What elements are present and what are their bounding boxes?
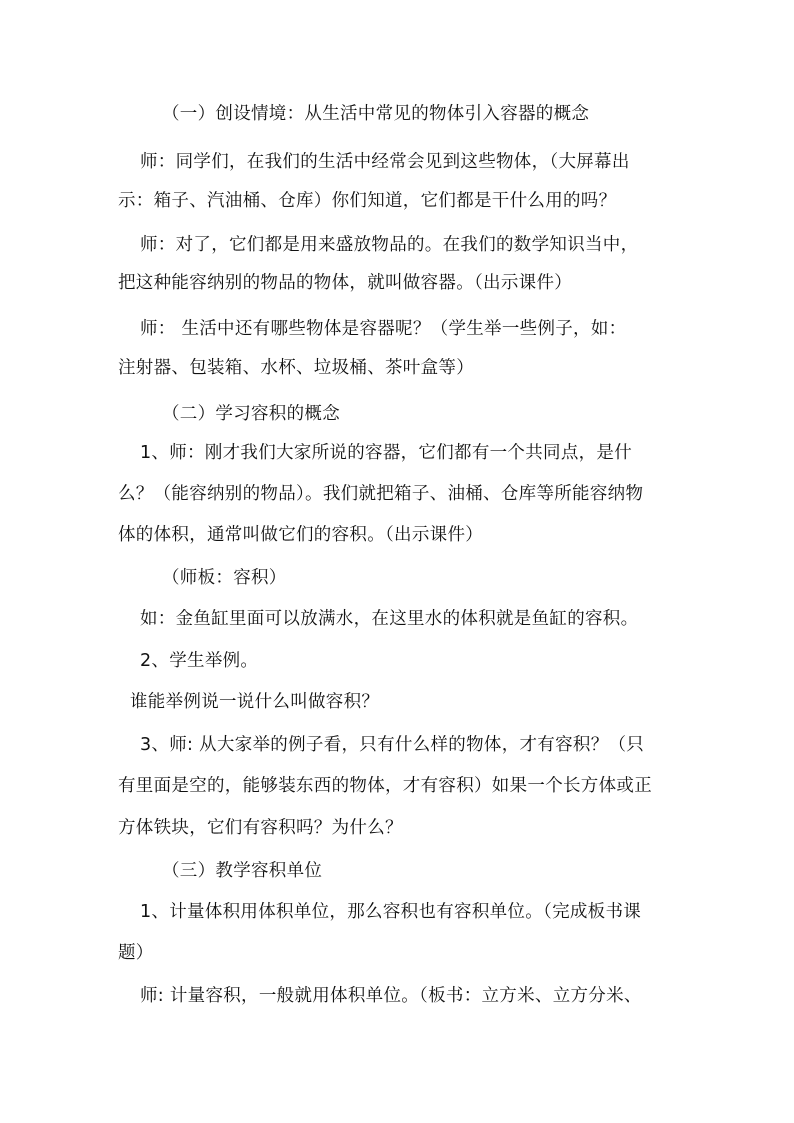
section-heading-3: （三）教学容积单位 (162, 861, 323, 881)
paragraph-line: 师: 计量容积，一般就用体积单位。（板书：立方米、立方分米、 (140, 986, 642, 1006)
paragraph-line: 有里面是空的，能够装东西的物体，才有容积）如果一个长方体或正 (118, 776, 652, 796)
section-heading-2: （二）学习容积的概念 (162, 404, 340, 424)
paragraph-line: 示：箱子、汽油桶、仓库）你们知道，它们都是干什么用的吗？ (118, 191, 617, 211)
paragraph-line: 体的体积，通常叫做它们的容积。（出示课件） (118, 525, 484, 545)
paragraph-line: 把这种能容纳别的物品的物体，就叫做容器。（出示课件） (118, 273, 573, 293)
paragraph-line: 师：对了，它们都是用来盛放物品的。在我们的数学知识当中， (140, 235, 639, 255)
paragraph-line: 3、师: 从大家举的例子看，只有什么样的物体，才有容积？（只 (140, 735, 645, 755)
paragraph-line: 谁能举例说一说什么叫做容积？ (130, 692, 380, 712)
paragraph-line: 注射器、包装箱、水杯、垃圾桶、茶叶盒等） (118, 358, 474, 378)
paragraph-line: 方体铁块，它们有容积吗？为什么？ (118, 818, 403, 838)
paragraph-line: 1、计量体积用体积单位，那么容积也有容积单位。（完成板书课 (140, 902, 642, 922)
paragraph-line: 师：同学们，在我们的生活中经常会见到这些物体，（大屏幕出 (140, 152, 630, 172)
paragraph-line: 1、师：刚才我们大家所说的容器，它们都有一个共同点，是什 (140, 443, 633, 463)
section-heading-1: （一）创设情境：从生活中常见的物体引入容器的概念 (162, 104, 590, 124)
paragraph-line: 师： 生活中还有哪些物体是容器呢？（学生举一些例子，如： (140, 319, 627, 339)
paragraph-line: 如：金鱼缸里面可以放满水，在这里水的体积就是鱼缸的容积。 (140, 609, 639, 629)
paragraph-line: 么？（能容纳别的物品）。我们就把箱子、油桶、仓库等所能容纳物 (118, 484, 644, 504)
paragraph-line: （师板：容积） (162, 568, 287, 588)
paragraph-line: 2、学生举例。 (140, 651, 259, 671)
paragraph-line: 题） (118, 943, 154, 963)
